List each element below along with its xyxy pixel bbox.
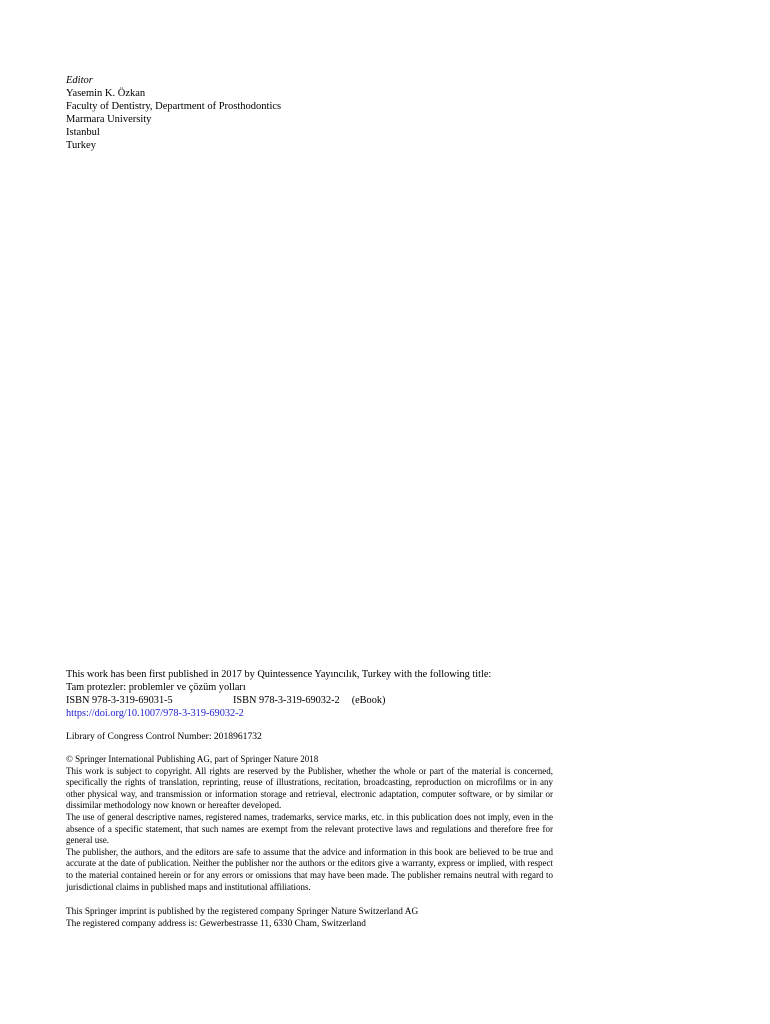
editor-block [66,74,281,152]
copyright-paragraph-disclaimer: The publisher, the authors, and the editors are safe to assume that the advice and information in this book are believed to be true and accurate at the date of publication. Neither the publisher nor the authors or the editors give a warranty, express or implied, with respect to the material contained herein or for any errors or omissions that may have been made. The publisher remains neutral with regard to jurisdictional claims in published maps and institutional affiliations. [66,846,553,892]
editor-affiliation: Faculty of Dentistry, Department of Prosthodontics [66,101,282,112]
isbn-row [66,694,566,707]
doi-link[interactable]: https://doi.org/10.1007/978-3-319-69032-2 [66,708,244,719]
imprint-company-line: This Springer imprint is published by the registered company Springer Nature Switzerland AG [66,907,419,917]
publication-info-block [66,668,566,720]
copyright-notice: © Springer International Publishing AG, part of Springer Nature 2018 [66,754,319,764]
ebook-tag: (eBook) [351,695,386,706]
imprint-block [66,906,418,930]
copyright-paragraph-rights: This work is subject to copyright. All rights are reserved by the Publisher, whether the whole or part of the material is concerned, specifically the rights of translation, reprinting, reuse of illustrations, recitation, broadcasting, reproduction on microfilms or in any other physical way, and transmission or information storage and retrieval, electronic adaptation, computer software, or by similar or dissimilar methodology now known or hereafter developed. [66,765,553,811]
first-published-line: This work has been first published in 2017 by Quintessence Yayıncılık, Turkey with the following title: [66,669,492,680]
copyright-block [66,754,553,893]
doi-line [66,707,566,720]
imprint-address-line: The registered company address is: Gewerbestrasse 11, 6330 Cham, Switzerland [66,919,366,929]
editor-city: Istanbul [66,127,100,138]
editor-country: Turkey [66,140,96,151]
library-of-congress-line: Library of Congress Control Number: 2018961732 [66,731,262,742]
editor-heading: Editor [66,75,93,86]
editor-university: Marmara University [66,114,152,125]
original-title-line: Tam protezler: problemler ve çözüm yolları [66,682,246,693]
editor-name: Yasemin K. Özkan [66,88,146,99]
isbn-print: ISBN 978-3-319-69031-5 [66,695,173,706]
copyright-paragraph-names: The use of general descriptive names, registered names, trademarks, service marks, etc. in this publication does not imply, even in the absence of a specific statement, that such names are exempt from the relevant protective laws and regulations and therefore free for general use. [66,811,553,846]
isbn-ebook: ISBN 978-3-319-69032-2 [233,695,340,706]
